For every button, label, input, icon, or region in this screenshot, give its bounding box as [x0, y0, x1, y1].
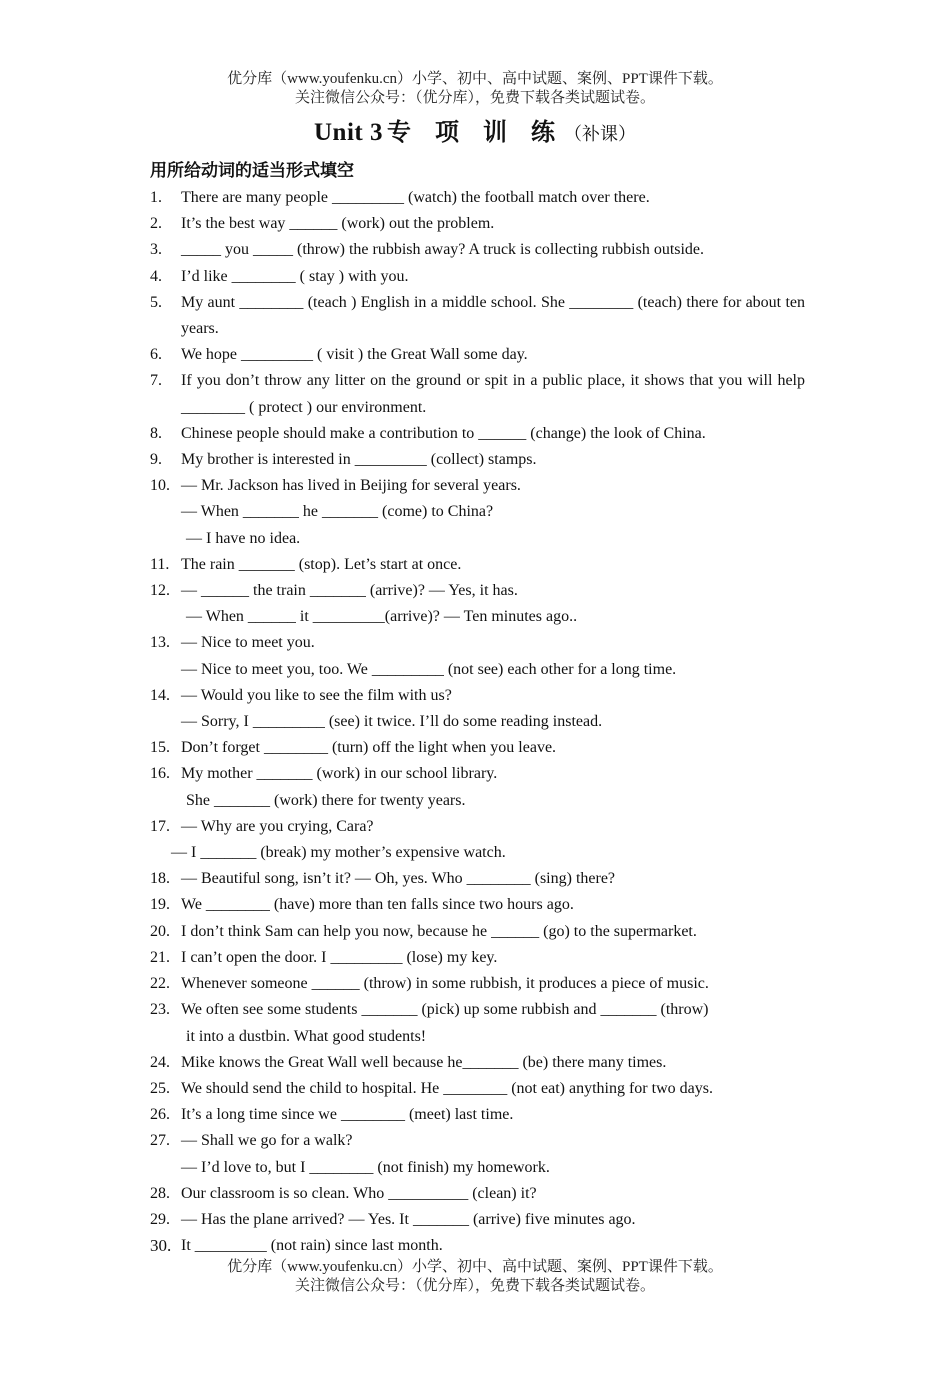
- dialogue-line: — Sorry, I _________ (see) it twice. I’ll do some reading instead.: [181, 713, 603, 731]
- question-item: [150, 1207, 805, 1233]
- question-text: We ________ (have) more than ten falls since two hours ago.: [181, 896, 574, 914]
- question-text: We should send the child to hospital. He ________ (not eat) anything for two days.: [181, 1079, 713, 1097]
- question-number: 18.: [150, 870, 170, 888]
- question-text: My mother _______ (work) in our school library.: [181, 765, 498, 783]
- question-text: It’s the best way ______ (work) out the problem.: [181, 215, 495, 233]
- question-item: [150, 1076, 805, 1102]
- question-item: [150, 237, 805, 263]
- question-item: [150, 1102, 805, 1128]
- question-number: 14.: [150, 686, 170, 704]
- question-text: There are many people _________ (watch) the football match over there.: [181, 189, 650, 206]
- question-text: If you don’t throw any litter on the ground or spit in a public place, it shows that you will help ________ ( protect ) our environment.: [181, 372, 805, 416]
- question-item: [150, 1128, 805, 1180]
- question-number: 23.: [150, 1001, 170, 1019]
- question-text: My brother is interested in _________ (collect) stamps.: [181, 451, 537, 469]
- dialogue-line: — Would you like to see the film with us?: [181, 686, 452, 704]
- question-text: _____ you _____ (throw) the rubbish away? A truck is collecting rubbish outside.: [181, 241, 705, 259]
- title-unit: Unit 3: [314, 119, 383, 146]
- question-item: [150, 866, 805, 892]
- question-item: [150, 211, 805, 237]
- dialogue-line: — I’d love to, but I ________ (not finish) my homework.: [181, 1158, 550, 1176]
- question-number: 21.: [150, 948, 170, 966]
- header-line-1: 优分库（www.youfenku.cn）小学、初中、高中试题、案例、PPT课件下载。: [227, 71, 723, 87]
- dialogue-line: — Beautiful song, isn’t it? — Oh, yes. Who ________ (sing) there?: [181, 870, 616, 888]
- question-item: [150, 735, 805, 761]
- question-text: We hope _________ ( visit ) the Great Wall some day.: [181, 346, 528, 364]
- footer-line-1: 优分库（www.youfenku.cn）小学、初中、高中试题、案例、PPT课件下载。: [227, 1259, 723, 1275]
- question-item: [150, 814, 805, 866]
- question-number: 25.: [150, 1079, 170, 1097]
- question-text: Chinese people should make a contribution to ______ (change) the look of China.: [181, 424, 706, 442]
- question-number: 3.: [150, 241, 162, 259]
- question-number: 15.: [150, 739, 170, 757]
- question-number: 8.: [150, 424, 162, 442]
- question-item: [150, 185, 805, 211]
- question-number: 30.: [150, 1236, 172, 1256]
- question-item: [150, 892, 805, 918]
- question-number: 28.: [150, 1184, 170, 1202]
- dialogue-line: — When ______ it _________(arrive)? — Ten minutes ago..: [186, 608, 578, 626]
- question-item: [150, 919, 805, 945]
- question-item: [150, 473, 805, 552]
- question-text: I’d like ________ ( stay ) with you.: [181, 267, 409, 285]
- question-item: [150, 447, 805, 473]
- dialogue-line: — I have no idea.: [186, 529, 301, 547]
- dialogue-line: — When _______ he _______ (come) to China?: [181, 503, 494, 521]
- question-text: She _______ (work) there for twenty years.: [186, 791, 466, 809]
- dialogue-line: — Nice to meet you, too. We _________ (not see) each other for a long time.: [181, 660, 677, 678]
- question-text: Whenever someone ______ (throw) in some rubbish, it produces a piece of music.: [181, 975, 709, 993]
- question-item: [150, 342, 805, 368]
- question-item: [150, 997, 805, 1049]
- section-heading: 用所给动词的适当形式填空: [150, 161, 354, 181]
- question-item: [150, 971, 805, 997]
- question-number: 26.: [150, 1106, 170, 1124]
- question-text: It _________ (not rain) since last month.: [181, 1237, 443, 1255]
- question-number: 16.: [150, 765, 170, 783]
- question-number: 5.: [150, 293, 162, 311]
- question-item: [150, 421, 805, 447]
- dialogue-line: — Nice to meet you.: [181, 634, 315, 652]
- question-item: [150, 1233, 805, 1259]
- question-item: [150, 290, 805, 342]
- question-text: Don’t forget ________ (turn) off the light when you leave.: [181, 739, 557, 757]
- question-text: Our classroom is so clean. Who __________ (clean) it?: [181, 1184, 537, 1202]
- question-item: [150, 761, 805, 813]
- question-number: 22.: [150, 975, 170, 993]
- question-number: 10.: [150, 477, 170, 495]
- question-number: 29.: [150, 1210, 170, 1228]
- question-item: [150, 578, 805, 630]
- dialogue-line: — Why are you crying, Cara?: [181, 817, 374, 835]
- question-text: Mike knows the Great Wall well because he_______ (be) there many times.: [181, 1053, 667, 1071]
- question-item: [150, 368, 805, 420]
- question-number: 20.: [150, 922, 170, 940]
- question-list: [150, 185, 805, 1259]
- question-text: it into a dustbin. What good students!: [186, 1027, 427, 1045]
- question-number: 2.: [150, 215, 162, 233]
- question-item: [150, 945, 805, 971]
- question-number: 19.: [150, 896, 170, 914]
- page-title: [0, 116, 950, 153]
- question-number: 24.: [150, 1053, 170, 1071]
- question-number: 4.: [150, 267, 162, 285]
- question-number: 11.: [150, 555, 170, 573]
- title-subtitle: （补课）: [563, 124, 636, 144]
- page-header: [0, 70, 950, 108]
- question-text: My aunt ________ (teach ) English in a middle school. She ________ (teach) there for about ten years.: [181, 293, 805, 338]
- dialogue-line: — Has the plane arrived? — Yes. It _______ (arrive) five minutes ago.: [181, 1210, 636, 1228]
- question-item: [150, 1050, 805, 1076]
- question-text: It’s a long time since we ________ (meet) last time.: [181, 1106, 514, 1124]
- dialogue-line: — I _______ (break) my mother’s expensive watch.: [171, 844, 506, 862]
- footer-line-2: 关注微信公众号：（优分库），免费下载各类试题试卷。: [294, 1278, 655, 1294]
- question-number: 17.: [150, 817, 170, 835]
- question-number: 7.: [150, 372, 162, 390]
- question-number: 6.: [150, 346, 162, 364]
- question-item: [150, 552, 805, 578]
- dialogue-line: — ______ the train _______ (arrive)? — Yes, it has.: [181, 582, 518, 600]
- question-item: [150, 1181, 805, 1207]
- page-footer: [0, 1258, 950, 1296]
- question-text: The rain _______ (stop). Let’s start at once.: [181, 555, 462, 573]
- question-item: [150, 630, 805, 682]
- header-line-2: 关注微信公众号：（优分库），免费下载各类试题试卷。: [294, 90, 655, 106]
- question-text: I can’t open the door. I _________ (lose) my key.: [181, 948, 498, 966]
- title-topic: 专 项 训 练: [386, 120, 564, 146]
- question-number: 1.: [150, 189, 162, 206]
- question-number: 9.: [150, 451, 162, 469]
- question-text: We often see some students _______ (pick) up some rubbish and _______ (throw): [181, 1001, 709, 1019]
- question-item: [150, 264, 805, 290]
- dialogue-line: — Mr. Jackson has lived in Beijing for several years.: [181, 477, 521, 495]
- question-text: I don’t think Sam can help you now, because he ______ (go) to the supermarket.: [181, 922, 697, 940]
- dialogue-line: — Shall we go for a walk?: [181, 1132, 353, 1150]
- question-number: 12.: [150, 582, 170, 600]
- question-number: 27.: [150, 1132, 170, 1150]
- question-item: [150, 683, 805, 735]
- question-number: 13.: [150, 634, 170, 652]
